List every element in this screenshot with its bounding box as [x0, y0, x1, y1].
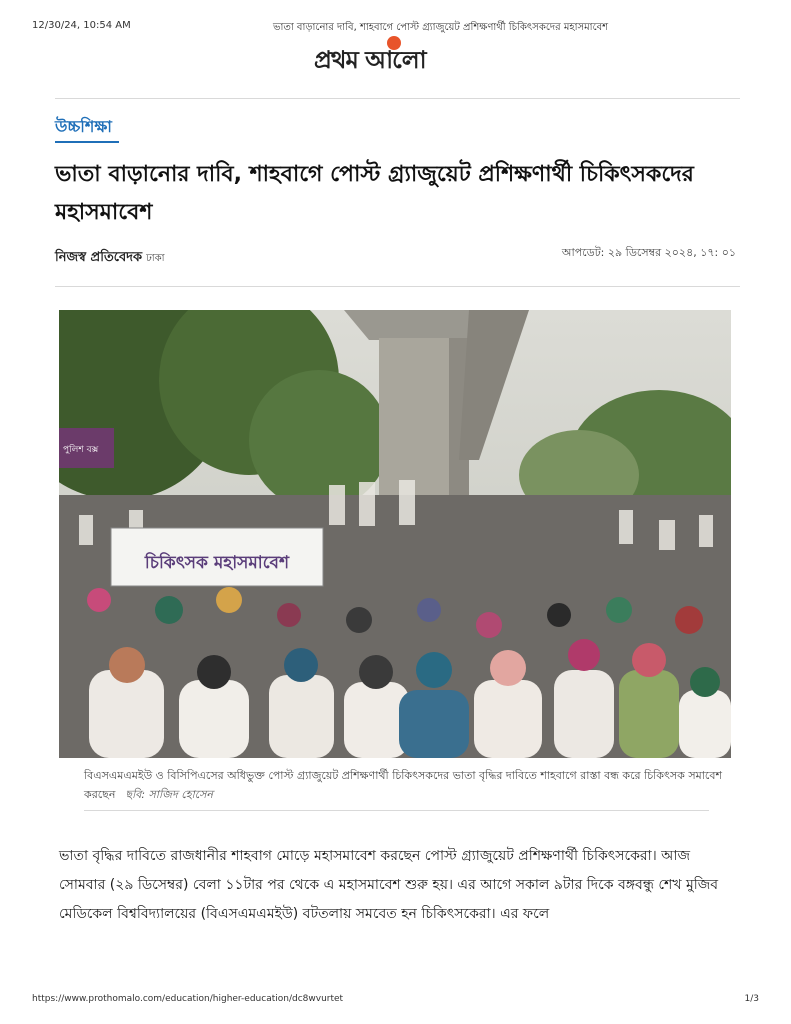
- photo-caption: [84, 766, 724, 804]
- author-location: ঢাকা: [146, 253, 165, 264]
- updated-timestamp: আপডেট: ২৯ ডিসেম্বর ২০২৪, ১৭: ০১: [561, 246, 736, 259]
- print-datetime: 12/30/24, 10:54 AM: [32, 20, 131, 31]
- top-divider: [55, 98, 740, 99]
- caption-divider: [84, 810, 709, 811]
- article-headline: ভাতা বাড়ানোর দাবি, শাহবাগে পোস্ট গ্র্যাজুয়েট প্রশিক্ষণার্থী চিকিৎসকদের মহাসমাবেশ: [55, 162, 694, 225]
- byline: [55, 248, 165, 269]
- article-body-paragraph: ভাতা বৃদ্ধির দাবিতে রাজধানীর শাহবাগ মোড়ে মহাসমাবেশ করছেন পোস্ট গ্র্যাজুয়েট প্রশিক্ষণার্থী চিকিৎসকেরা। আজ সোমবার (২৯ ডিসেম্বর) বেলা ১১টার পর থেকে এ মহাসমাবেশ শুরু হয়। এর আগে সকাল ৯টার দিকে বঙ্গবন্ধু শেখ মুজিব মেডিকেল বিশ্ববিদ্যালয়ের (বিএসএমএমইউ) বটতলায় সমবেত হন চিকিৎসকেরা। এর ফলে: [59, 848, 719, 922]
- site-logo[interactable]: [314, 36, 484, 80]
- photo-credit: ছবি: সাজিদ হোসেন: [125, 788, 213, 801]
- caption-text: বিএসএমএমইউ ও বিসিপিএসের অধিভুক্ত পোস্ট গ্র্যাজুয়েট প্রশিক্ষণার্থী চিকিৎসকদের ভাতা বৃদ্ধির দাবিতে শাহবাগে রাস্তা বন্ধ করে চিকিৎসক সমাবেশ করছেন: [84, 769, 722, 801]
- category-underline: [55, 141, 119, 143]
- logo-text: প্রথম আলো: [314, 46, 426, 74]
- byline-divider: [55, 286, 740, 287]
- author-name[interactable]: নিজস্ব প্রতিবেদক: [55, 250, 143, 265]
- police-box-sign: পুলিশ বক্স: [63, 445, 99, 455]
- print-header-title: ভাতা বাড়ানোর দাবি, শাহবাগে পোস্ট গ্র্যাজুয়েট প্রশিক্ষণার্থী চিকিৎসকদের মহাসমাবেশ: [273, 22, 609, 33]
- photo-banner-text: চিকিৎসক মহাসমাবেশ: [144, 553, 290, 573]
- print-footer-url: https://www.prothomalo.com/education/higher-education/dc8wvurtet: [32, 994, 344, 1004]
- category-link[interactable]: উচ্চশিক্ষা: [55, 117, 112, 136]
- print-page-number: 1/3: [744, 994, 759, 1004]
- article-photo: [59, 310, 731, 758]
